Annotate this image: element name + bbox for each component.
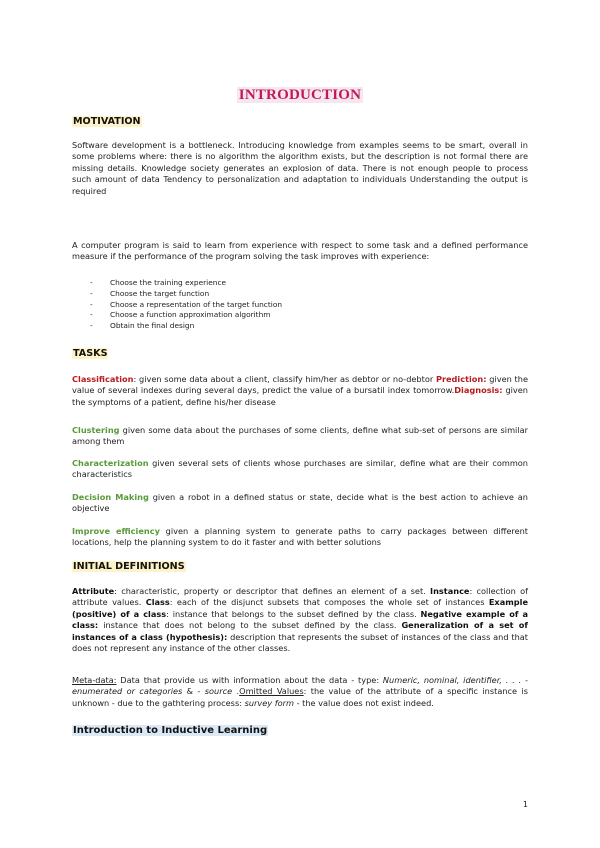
list-item: - Choose the training experience [90,278,282,289]
attribute-term: Attribute [72,586,115,596]
design-steps-list [90,278,282,332]
definitions-heading: INITIAL DEFINITIONS [73,561,185,572]
example-term: Example (positive) of a class [72,597,528,619]
decision-term: Decision Making [72,492,149,502]
list-item: - Choose a function approximation algorithm [90,310,282,321]
list-item: - Obtain the final design [90,321,282,332]
diagnosis-term: Diagnosis: [454,385,503,396]
decision-paragraph: Decision Making given a robot in a defined status or state, decide what is the best action to achieve an objective [72,492,528,514]
list-item: - Choose the target function [90,289,282,300]
characterization-term: Characterization [72,458,149,468]
generalization-term: Generalization of a set of instances of a class (hypothesis): [72,620,528,642]
inductive-learning-heading: Introduction to Inductive Learning [73,725,268,736]
clustering-paragraph: Clustering given some data about the purchases of some clients, define what sub-set of persons are similar among them [72,425,528,447]
characterization-paragraph: Characterization given several sets of clients whose purchases are similar, define what are their common characteristics [72,458,528,480]
motivation-paragraph: Software development is a bottleneck. Introducing knowledge from examples seems to be smart, overall in some problems where: there is no algorithm the algorithm exists, but the description is not formal there are missing details. Knowledge society generates an explosion of data. There is not enough people to process such amount of data Tendency to personalization and adaptation to individuals Understanding the output is required [72,140,528,196]
metadata-term: Meta-data: [72,675,117,685]
improve-term: Improve efficiency [72,526,160,536]
page-title-text: INTRODUCTION [238,87,362,103]
omitted-term: Omitted Values [239,686,304,697]
prediction-term: Prediction: [435,374,487,384]
page-title [0,84,600,104]
definitions-paragraph: Attribute: characteristic, property or descriptor that defines an element of a set. Instance: collection of attribute values. Class: each of the disjunct subsets that composes the whole set of instances Example (positive) of a class: instance that belongs to the subset defined by the class. Negative example of a class: instance that does not belong to the subset defined by the class. Generalization of a set of instances of a class (hypothesis): description that represents the subset of instances of the class and that does not represent any instance of the other classes. [72,586,529,654]
classification-paragraph: Classification: given some data about a client, classify him/her as debtor or no-debtor Prediction: given the value of several indexes during several days, predict the value of a bursatil index tomorrow.Diagnosis: given the symptoms of a patient, define his/her disease [72,374,528,407]
page-number: 1 [522,800,528,809]
class-term: Class [145,597,170,608]
motivation-heading: MOTIVATION [73,116,141,127]
improve-paragraph: Improve efficiency given a planning system to generate paths to carry packages between different locations, help the planning system to do it faster and with better solutions [72,526,529,548]
tasks-heading: TASKS [73,348,108,359]
negative-term: Negative example of a class: [72,608,528,631]
clustering-term: Clustering [72,425,120,435]
classification-term: Classification [72,374,134,384]
instance-term: Instance [430,586,470,596]
definition-paragraph: A computer program is said to learn from experience with respect to some task and a defined performance measure if the performance of the program solving the task improves with experience: [72,240,528,262]
list-item: - Choose a representation of the target function [90,300,282,311]
metadata-paragraph: Meta-data: Data that provide us with information about the data - type: Numeric, nominal, identifier, . . . - enumerated or categories & - source .Omitted Values: the value of the attribute of a specific instance is unknown - due to the gathtering process: survey form - the value does not exist indeed. [72,675,528,708]
